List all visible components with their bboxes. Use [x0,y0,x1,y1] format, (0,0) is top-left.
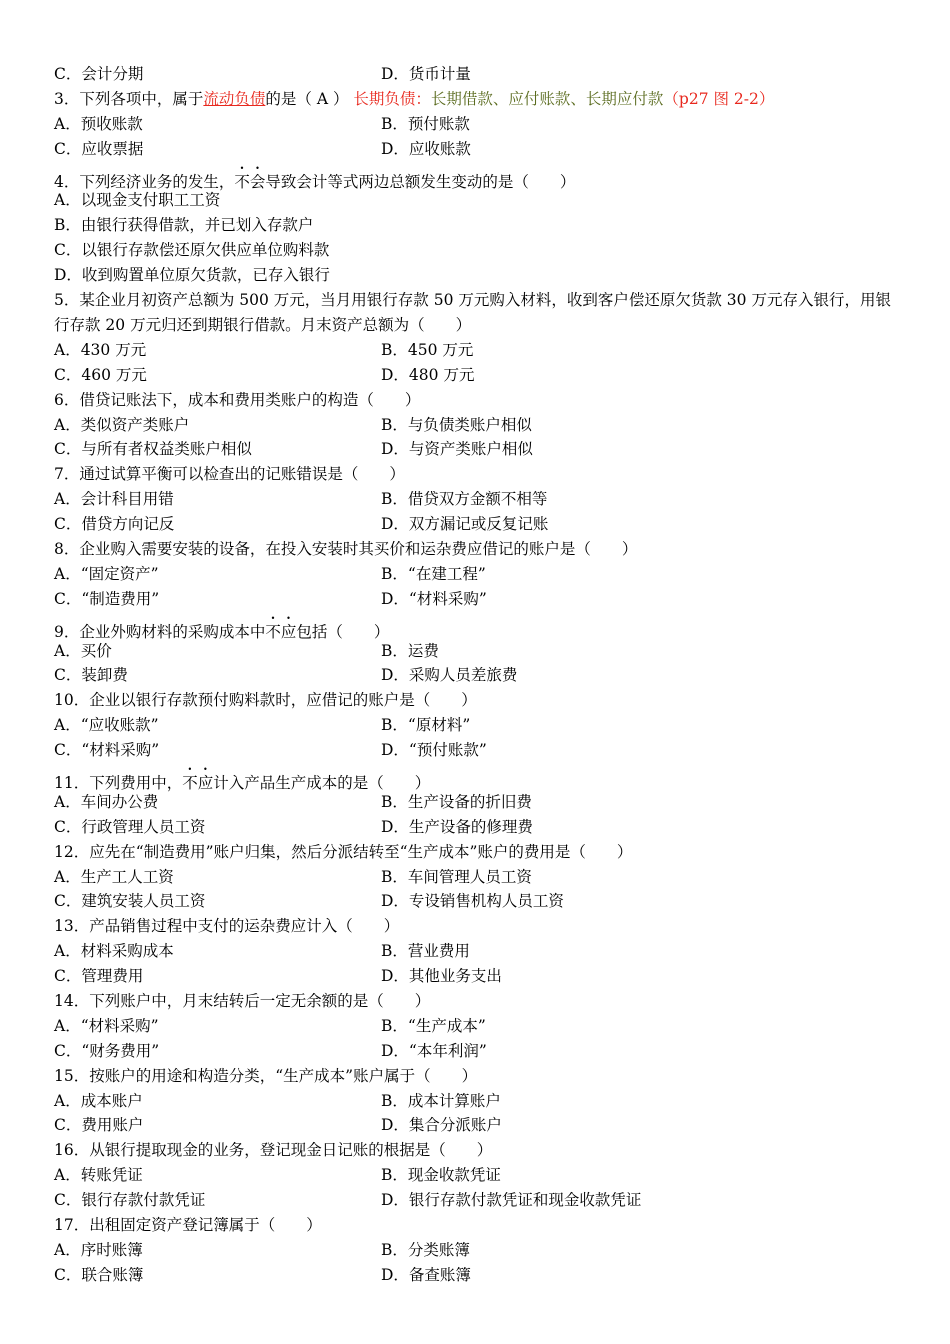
option-row [54,1039,894,1064]
option-b: B．与负债类账户相似 [381,415,532,434]
option-row [54,1163,894,1188]
option-d: D．专设销售机构人员工资 [381,892,564,911]
question-13: 13．产品销售过程中支付的运杂费应计入（ ） [54,917,400,936]
question-9-emphasis: 不应 [265,622,297,641]
option-b: B．车间管理人员工资 [381,867,532,886]
question-4-pre: 4．下列经济业务的发生， [54,172,235,191]
question-list [54,62,894,1288]
option-b: B．450 万元 [381,340,474,359]
option-d: D．备查账簿 [381,1265,471,1284]
option-b: B．“在建工程” [381,564,486,583]
option-a: A．“固定资产” [54,564,159,583]
option-c: C．联合账簿 [54,1265,144,1284]
option-row [54,964,894,989]
question-11 [54,765,894,790]
option-a: A．成本账户 [54,1091,143,1110]
option-row [54,363,894,388]
option-a: A．会计科目用错 [54,490,174,509]
option-b: B．分类账簿 [381,1240,470,1259]
option-c: C．“财务费用” [54,1041,160,1060]
question-3-note-items: 长期借款、应付账款、长期应付款 [430,89,664,108]
option-a: A．材料采购成本 [54,942,174,961]
option-d: D．收到购置单位原欠货款，已存入银行 [54,266,330,285]
option-c: C．会计分期 [54,65,144,83]
question-4 [54,164,894,189]
option-b: B．“原材料” [381,716,471,735]
option-b: B．运费 [381,641,439,660]
option-b: B．成本计算账户 [381,1091,501,1110]
option-d: D．银行存款付款凭证和现金收款凭证 [381,1191,642,1210]
option-d: D．“材料采购” [381,589,487,608]
option-row [54,562,894,587]
option-row [54,713,894,738]
option-c: C．装卸费 [54,666,128,685]
option-b: B．营业费用 [381,942,470,961]
option-d: D．货币计量 [381,65,471,83]
option-d: D．采购人员差旅费 [381,666,518,685]
option-c: C．银行存款付款凭证 [54,1191,206,1210]
option-a: A．买价 [54,641,112,660]
question-11-post: 计入产品生产成本的是（ ） [213,773,431,792]
option-a: A．序时账簿 [54,1240,143,1259]
option-row [54,639,894,664]
option-c: C．460 万元 [54,365,147,384]
option-row [54,112,894,137]
question-17: 17．出租固定资产登记簿属于（ ） [54,1216,322,1234]
option-row [54,137,894,162]
question-7: 7．通过试算平衡可以检查出的记账错误是（ ） [54,465,405,484]
question-14: 14．下列账户中，月末结转后一定无余额的是（ ） [54,991,431,1010]
option-row [54,62,894,87]
option-b: B．生产设备的折旧费 [381,792,532,811]
option-row [54,1238,894,1263]
question-8: 8．企业购入需要安装的设备，在投入安装时其买价和运杂费应借记的账户是（ ） [54,539,638,558]
option-d: D．与资产类账户相似 [381,440,533,459]
option-row [54,1089,894,1114]
option-c: C．管理费用 [54,967,144,986]
option-a: A．车间办公费 [54,792,159,811]
question-9-post: 包括（ ） [296,622,390,641]
question-4-post: 导致会计等式两边总额发生变动的是（ ） [265,172,576,191]
option-row [54,587,894,612]
option-row [54,338,894,363]
option-row [54,512,894,537]
question-10: 10．企业以银行存款预付购料款时，应借记的账户是（ ） [54,691,477,710]
option-d: D．双方漏记或反复记账 [381,515,549,534]
option-c: C．“材料采购” [54,741,160,760]
option-b: B．借贷双方金额不相等 [381,490,548,509]
question-11-emphasis: 不应 [182,773,214,792]
option-row [54,1113,894,1138]
question-5: 5．某企业月初资产总额为 500 万元，当月用银行存款 50 万元购入材料，收到客户偿还原欠货款 30 万元存入银行，用银行存款 20 万元归还到期银行借款。月末资产总额为（ ） [54,291,891,334]
question-11-pre: 11．下列费用中， [54,773,183,792]
option-c: C．以银行存款偿还原欠供应单位购料款 [54,241,330,260]
option-a: A．生产工人工资 [54,867,174,886]
option-row [54,889,894,914]
option-c: C．应收票据 [54,139,144,158]
option-b: B．“生产成本” [381,1016,486,1035]
question-3 [54,87,894,112]
option-row [54,738,894,763]
option-a: A．“材料采购” [54,1016,159,1035]
option-c: C．费用账户 [54,1116,144,1135]
question-4-emphasis: 不会 [234,172,266,191]
option-row [54,815,894,840]
option-row [54,413,894,438]
question-3-note-label: 长期负债： [353,89,431,108]
question-3-keyword: 流动负债 [203,89,266,108]
option-d: D．“本年利润” [381,1041,487,1060]
question-6: 6．借贷记账法下，成本和费用类账户的构造（ ） [54,390,421,409]
option-row [54,1263,894,1288]
option-c: C．建筑安装人员工资 [54,892,206,911]
option-row [54,939,894,964]
option-d: D．其他业务支出 [381,967,502,986]
option-a: A．以现金支付职工工资 [54,191,221,210]
question-3-note-ref: （p27 图 2-2） [663,89,775,108]
question-3-stem: 3．下列各项中，属于 [54,89,204,108]
option-row [54,1188,894,1213]
option-d: D．480 万元 [381,365,475,384]
option-row [54,663,894,688]
option-d: D．集合分派账户 [381,1116,502,1135]
option-b: B．由银行获得借款，并已划入存款户 [54,216,314,235]
question-9-pre: 9．企业外购材料的采购成本中 [54,622,266,641]
option-row [54,1014,894,1039]
option-a: A．“应收账款” [54,716,159,735]
option-row [54,487,894,512]
option-c: C．与所有者权益类账户相似 [54,440,252,459]
option-d: D．应收账款 [381,139,471,158]
option-row [54,790,894,815]
option-a: A．类似资产类账户 [54,415,190,434]
option-c: C．借贷方向记反 [54,515,175,534]
option-row [54,865,894,890]
option-b: B．预付账款 [381,114,470,133]
option-row [54,437,894,462]
question-9 [54,614,894,639]
option-b: B．现金收款凭证 [381,1166,501,1185]
option-c: C．“制造费用” [54,589,160,608]
option-c: C．行政管理人员工资 [54,817,206,836]
question-16: 16．从银行提取现金的业务，登记现金日记账的根据是（ ） [54,1141,493,1160]
option-d: D．“预付账款” [381,741,487,760]
option-a: A．转账凭证 [54,1166,143,1185]
question-12: 12．应先在“制造费用”账户归集，然后分派结转至“生产成本”账户的费用是（ ） [54,842,633,861]
option-d: D．生产设备的修理费 [381,817,533,836]
option-a: A．预收账款 [54,114,143,133]
question-15: 15．按账户的用途和构造分类，“生产成本”账户属于（ ） [54,1066,478,1085]
question-3-answer: 的是（ A ） [265,89,349,108]
option-a: A．430 万元 [54,340,147,359]
